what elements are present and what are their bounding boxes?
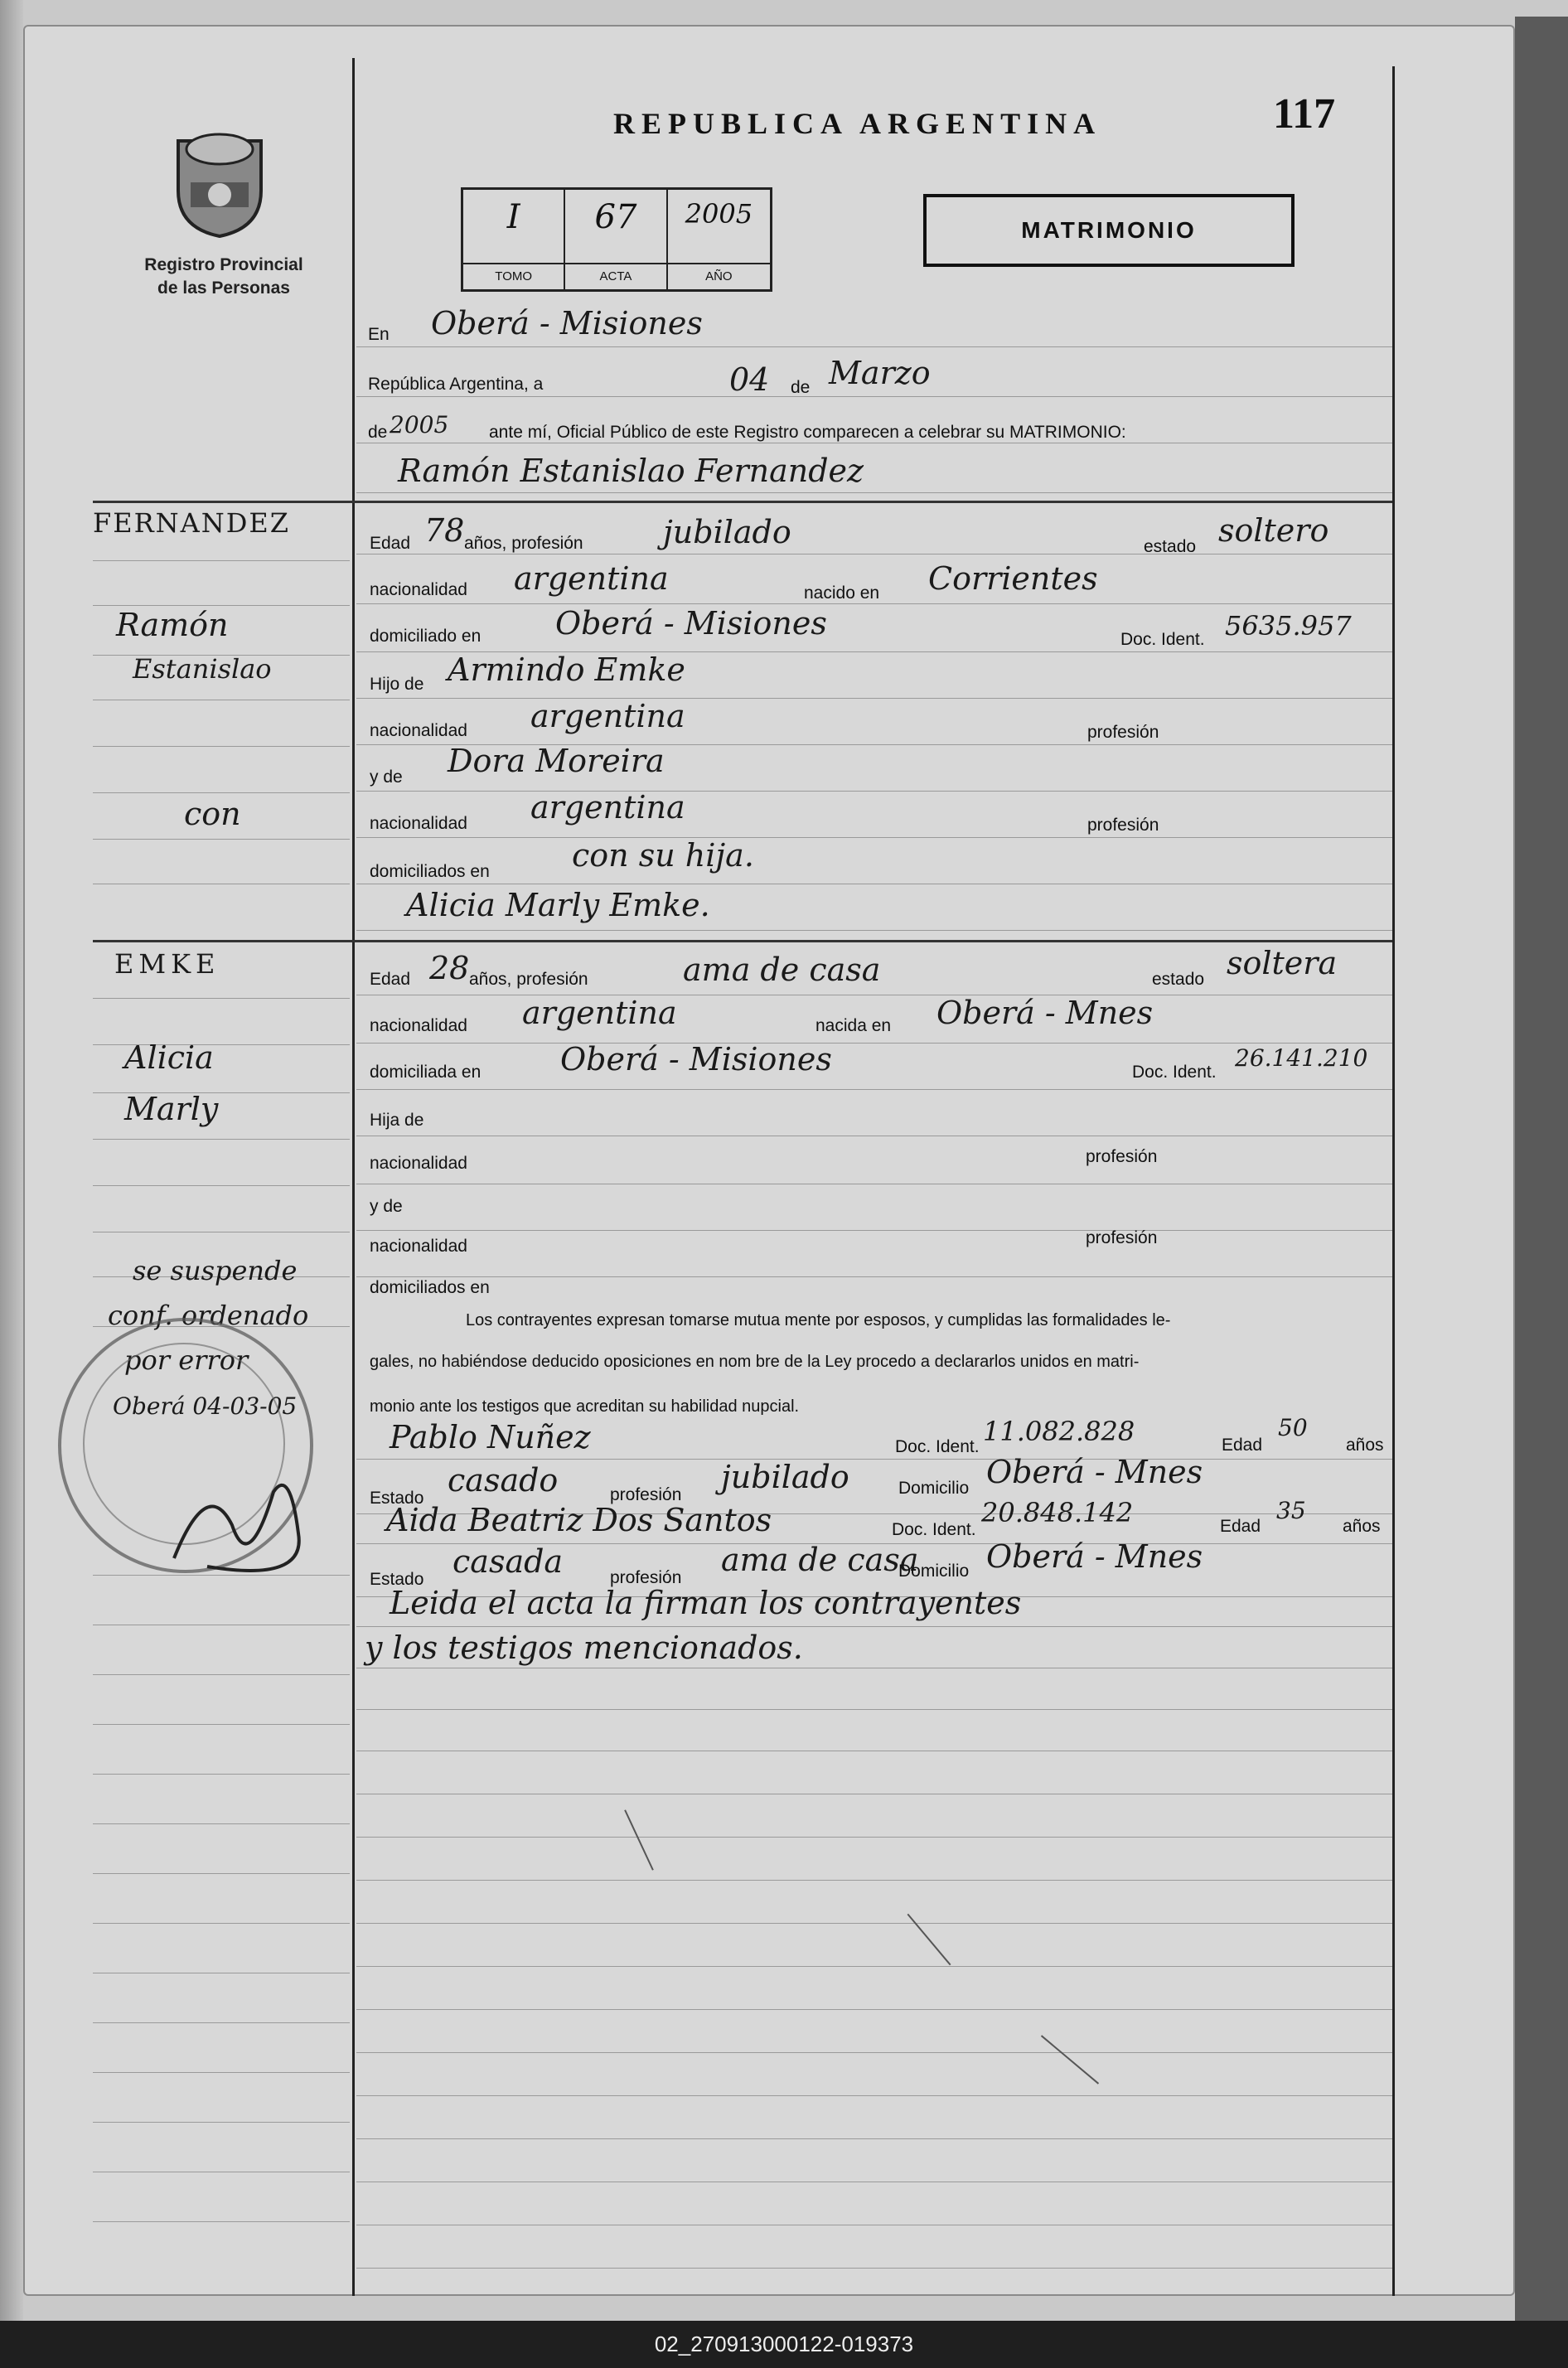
bride-edad: 28: [429, 950, 470, 986]
witness2-edad: 35: [1276, 1497, 1306, 1524]
groom-edad: 78: [424, 512, 465, 549]
witness2-estado: casada: [452, 1543, 564, 1580]
witness2-edad-label: Edad: [1220, 1517, 1261, 1536]
bride-prof2-label: profesión: [1086, 1147, 1158, 1166]
margin-ruled-line: [93, 2221, 350, 2222]
bride-nac-label: nacionalidad: [370, 1016, 467, 1035]
witness1-anos-label: años: [1346, 1436, 1384, 1455]
republica-label: República Argentina, a: [368, 375, 544, 394]
ruled-line: [356, 698, 1392, 699]
province-seal-icon: [166, 124, 273, 240]
month-value: Marzo: [829, 355, 931, 391]
witness1-estado-label: Estado: [370, 1489, 424, 1508]
margin-ruled-line: [93, 1923, 350, 1924]
witness1-prof-label: profesión: [610, 1485, 682, 1504]
margin-ruled-line: [93, 1823, 350, 1824]
margin-ruled-line: [93, 2122, 350, 2123]
bride-hija-label: Hija de: [370, 1111, 424, 1130]
declaration-line2: gales, no habiéndose deducido oposiciones en nom bre de la Ley procedo a declararlos unidos en matri-: [370, 1353, 1140, 1371]
ruled-line: [356, 346, 1392, 347]
acta-label: ACTA: [565, 263, 665, 289]
registry-name-line2: de las Personas: [157, 278, 290, 298]
bride-nacida-label: nacida en: [815, 1016, 892, 1035]
closing-line2: y los testigos mencionados.: [365, 1630, 803, 1666]
ruled-line: [356, 930, 1392, 931]
margin-ruled-line: [93, 2022, 350, 2023]
groom-madre-nac-label: nacionalidad: [370, 814, 467, 833]
margin-bride-given1: Alicia: [124, 1039, 214, 1076]
margin-note-line2: conf. ordenado: [108, 1300, 309, 1331]
witness2-estado-label: Estado: [370, 1570, 424, 1589]
witness1-doc-label: Doc. Ident.: [895, 1437, 980, 1456]
bride-estado-label: estado: [1152, 970, 1205, 989]
declaration-line1: Los contrayentes expresan tomarse mutua mente por esposos, y cumplidas las formalidades le-: [466, 1311, 1171, 1329]
margin-groom-surname: FERNANDEZ: [93, 507, 291, 539]
closing-line1: Leida el acta la firman los contrayentes: [390, 1585, 1022, 1621]
ruled-line: [356, 2095, 1392, 2096]
witness1-doc: 11.082.828: [983, 1416, 1135, 1447]
section-divider: [93, 940, 1392, 942]
witness2-domicilio: Oberá - Mnes: [986, 1538, 1203, 1575]
groom-nacionalidad: argentina: [514, 560, 669, 597]
ruled-line: [356, 1923, 1392, 1924]
year-prefix-label: de: [368, 423, 388, 442]
ruled-line: [356, 1459, 1392, 1460]
margin-ruled-line: [93, 1774, 350, 1775]
margin-rule-left: [352, 58, 355, 2296]
ruled-line: [356, 1276, 1392, 1277]
day-value: 04: [729, 361, 770, 398]
ruled-line: [356, 837, 1392, 838]
registry-name: [116, 254, 332, 300]
ruled-line: [356, 2052, 1392, 2053]
groom-padre-nac: argentina: [530, 698, 685, 734]
margin-ruled-line: [93, 746, 350, 747]
groom-padre: Armindo Emke: [448, 651, 685, 688]
witness2-name: Aida Beatriz Dos Santos: [386, 1502, 772, 1538]
year-value: 2005: [390, 411, 449, 438]
witness2-profesion: ama de casa: [721, 1542, 919, 1578]
ano-label: AÑO: [668, 263, 770, 289]
margin-ruled-line: [93, 1873, 350, 1874]
groom-estado-label: estado: [1144, 537, 1197, 556]
tomo-value: I: [506, 198, 520, 236]
margin-bride-surname: EMKE: [114, 948, 220, 980]
witness1-estado: casado: [448, 1462, 559, 1499]
bride-doms-label: domiciliados en: [370, 1278, 490, 1297]
margin-ruled-line: [93, 1724, 350, 1725]
groom-padre-prof-label: profesión: [1087, 723, 1159, 742]
bride-estado: soltera: [1227, 945, 1338, 981]
witness1-domicilio: Oberá - Mnes: [986, 1454, 1203, 1490]
witness1-edad-label: Edad: [1222, 1436, 1263, 1455]
registry-name-line1: Registro Provincial: [144, 255, 303, 274]
witness2-anos-label: años: [1343, 1517, 1381, 1536]
groom-doms-label: domiciliados en: [370, 862, 490, 881]
groom-estado: soltero: [1218, 512, 1329, 549]
groom-doc-label: Doc. Ident.: [1120, 630, 1205, 649]
page-number: 117: [1273, 90, 1336, 138]
bride-full-name: Alicia Marly Emke.: [406, 887, 710, 923]
witness1-edad: 50: [1278, 1414, 1308, 1441]
margin-ruled-line: [93, 1185, 350, 1186]
witness1-dom-label: Domicilio: [898, 1479, 970, 1498]
margin-groom-given1: Ramón: [116, 607, 229, 643]
ruled-line: [356, 2268, 1392, 2269]
tomo-label: TOMO: [463, 263, 564, 289]
ruled-line: [356, 492, 1392, 493]
ruled-line: [356, 2138, 1392, 2139]
bride-dom-label: domiciliada en: [370, 1063, 482, 1082]
bride-anos-prof-label: años, profesión: [469, 970, 588, 989]
groom-nac-label: nacionalidad: [370, 580, 467, 599]
bride-doc-label: Doc. Ident.: [1132, 1063, 1217, 1082]
witness2-dom-label: Domicilio: [898, 1562, 970, 1581]
groom-full-name: Ramón Estanislao Fernandez: [398, 453, 864, 489]
binder-edge: [0, 0, 23, 2321]
page-edge: [1515, 17, 1568, 2321]
bride-domicilio: Oberá - Misiones: [560, 1041, 832, 1077]
margin-rule-right: [1392, 66, 1395, 2296]
groom-anos-prof-label: años, profesión: [464, 534, 583, 553]
record-type-box: MATRIMONIO: [923, 194, 1295, 267]
margin-ruled-line: [93, 998, 350, 999]
section-divider: [93, 501, 1392, 503]
groom-padre-nac-label: nacionalidad: [370, 721, 467, 740]
ruled-line: [356, 1230, 1392, 1231]
margin-ruled-line: [93, 2072, 350, 2073]
ruled-line: [356, 1837, 1392, 1838]
groom-madre-prof-label: profesión: [1087, 816, 1159, 835]
ruled-line: [356, 1880, 1392, 1881]
margin-ruled-line: [93, 605, 350, 606]
groom-doc: 5635.957: [1225, 610, 1352, 642]
groom-yde-label: y de: [370, 768, 403, 787]
groom-profesion: jubilado: [663, 514, 791, 550]
bride-nac3-label: nacionalidad: [370, 1237, 467, 1256]
groom-hijo-label: Hijo de: [370, 675, 424, 694]
bride-nacida: Oberá - Mnes: [936, 995, 1154, 1031]
groom-dom-label: domiciliado en: [370, 627, 482, 646]
en-label: En: [368, 325, 390, 344]
margin-bride-given2: Marly: [124, 1091, 219, 1127]
tomo-cell: [463, 190, 565, 289]
bride-profesion: ama de casa: [683, 952, 881, 988]
ruled-line: [356, 1043, 1392, 1044]
margin-ruled-line: [93, 839, 350, 840]
ruled-line: [356, 1966, 1392, 1967]
bride-nacionalidad: argentina: [522, 995, 677, 1031]
groom-nacido: Corrientes: [928, 560, 1098, 597]
witness2-doc: 20.848.142: [981, 1497, 1134, 1528]
groom-madre: Dora Moreira: [448, 743, 665, 779]
margin-note-line3: por error: [124, 1344, 249, 1376]
margin-ruled-line: [93, 1674, 350, 1675]
witness1-profesion: jubilado: [721, 1459, 849, 1495]
ruled-line: [356, 1626, 1392, 1627]
ano-cell: [668, 190, 770, 289]
declaration-line3: monio ante los testigos que acreditan su habilidad nupcial.: [370, 1397, 800, 1416]
witness2-doc-label: Doc. Ident.: [892, 1520, 976, 1539]
witness1-name: Pablo Nuñez: [390, 1419, 591, 1455]
signature-mark: [157, 1459, 340, 1591]
groom-domicilio: Oberá - Misiones: [555, 605, 827, 642]
witness2-prof-label: profesión: [610, 1568, 682, 1587]
margin-note-line4: Oberá 04-03-05: [113, 1392, 298, 1420]
ruled-line: [356, 1089, 1392, 1090]
bride-prof3-label: profesión: [1086, 1228, 1158, 1247]
statement-text: ante mí, Oficial Público de este Registro comparecen a celebrar su MATRIMONIO:: [489, 423, 1126, 442]
ruled-line: [356, 791, 1392, 792]
ruled-line: [356, 2009, 1392, 2010]
margin-ruled-line: [93, 792, 350, 793]
place-value: Oberá - Misiones: [431, 305, 703, 341]
acta-cell: [565, 190, 667, 289]
margin-ruled-line: [93, 1139, 350, 1140]
groom-edad-label: Edad: [370, 534, 411, 553]
image-id-footer: 02_270913000122-019373: [0, 2321, 1568, 2368]
margin-con: con: [184, 796, 241, 832]
bride-yde-label: y de: [370, 1197, 403, 1216]
groom-doms: con su hija.: [572, 837, 754, 874]
margin-groom-given2: Estanislao: [133, 653, 272, 685]
ruled-line: [356, 396, 1392, 397]
margin-ruled-line: [93, 560, 350, 561]
record-number-box: [461, 187, 772, 292]
acta-value: 67: [594, 198, 637, 236]
groom-madre-nac: argentina: [530, 789, 685, 826]
de-label: de: [791, 378, 811, 397]
bride-doc: 26.141.210: [1235, 1044, 1368, 1072]
groom-nacido-label: nacido en: [804, 584, 880, 603]
ruled-line: [356, 1709, 1392, 1710]
bride-nac2-label: nacionalidad: [370, 1154, 467, 1173]
margin-note-line1: se suspende: [133, 1255, 298, 1286]
bride-edad-label: Edad: [370, 970, 411, 989]
country-title: REPUBLICA ARGENTINA: [613, 107, 1102, 140]
ruled-line: [356, 603, 1392, 604]
ano-value: 2005: [685, 198, 753, 230]
